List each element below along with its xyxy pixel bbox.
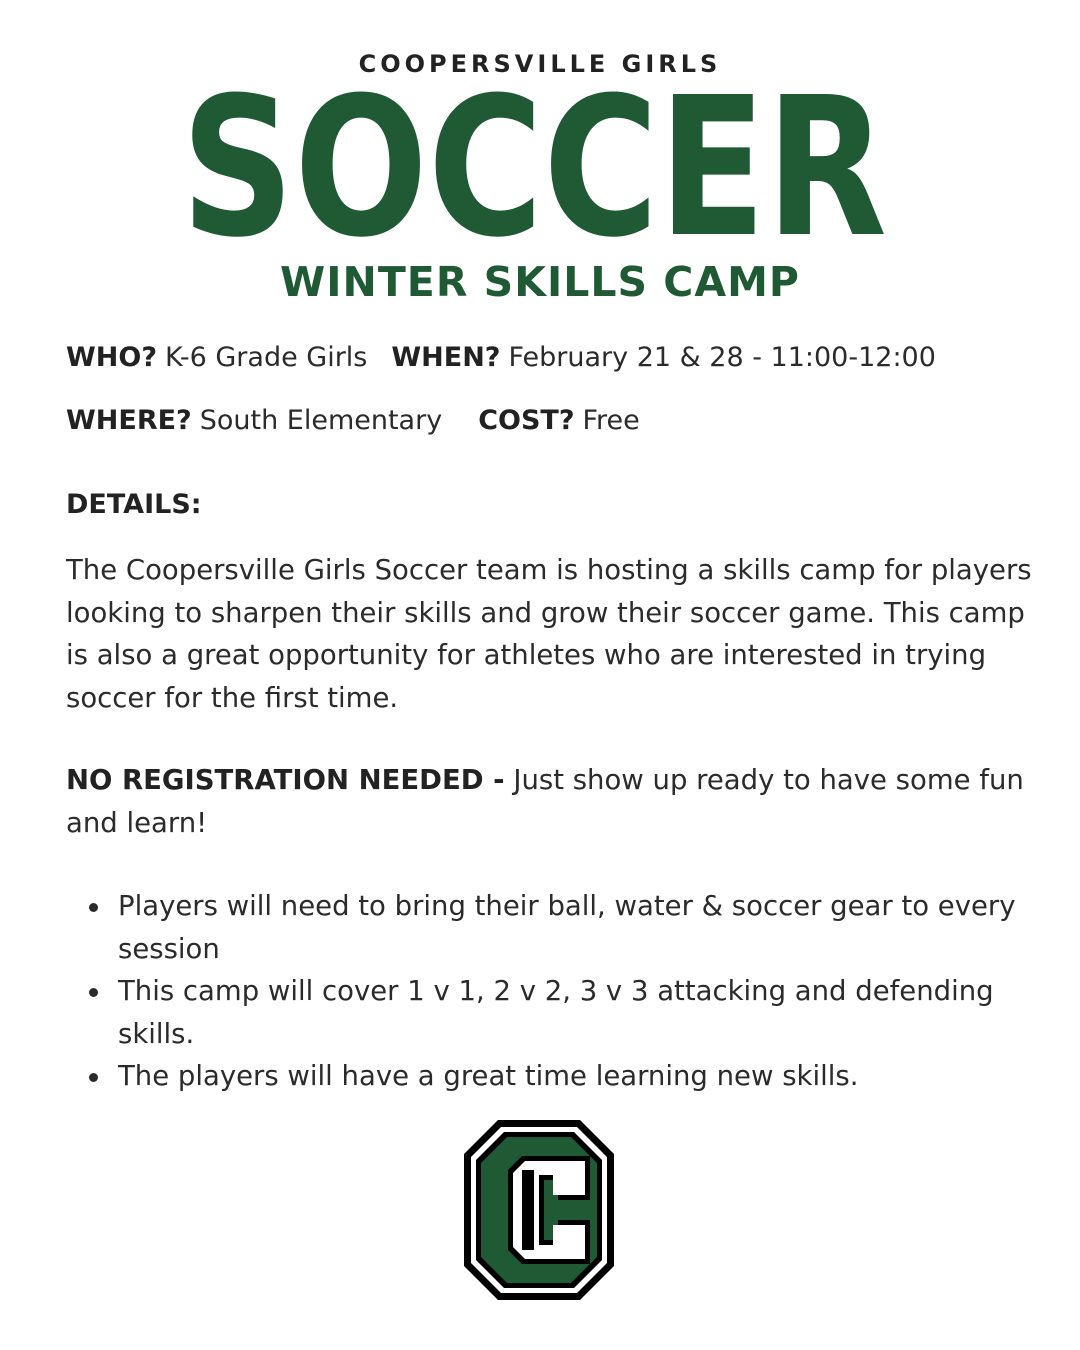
- bullet-list: [118, 885, 1048, 1098]
- details-body: The Coopersville Girls Soccer team is hosting a skills camp for players looking to sharpen their skills and grow their soccer game. This camp is also a great opportunity for athletes who are interested in trying soccer for the first time.: [66, 554, 1032, 714]
- when-value: February 21 & 28 - 11:00-12:00: [508, 342, 936, 373]
- registration-text: Just show up ready to have some fun and learn!: [66, 764, 1024, 839]
- title-soccer: [178, 88, 890, 240]
- title-soccer-text: SOCCER: [181, 88, 887, 240]
- when-label: WHEN?: [391, 342, 501, 373]
- bullet-item-skills: This camp will cover 1 v 1, 2 v 2, 3 v 3 attacking and defending skills.: [118, 970, 1048, 1055]
- bullet-item-fun: The players will have a great time learning new skills.: [118, 1055, 1048, 1098]
- bullet-item-gear: Players will need to bring their ball, water & soccer gear to every session: [118, 885, 1048, 970]
- registration-strong: NO REGISTRATION NEEDED -: [66, 764, 505, 796]
- info-row-where-cost: [66, 405, 640, 436]
- details-heading: DETAILS:: [66, 489, 202, 520]
- subtitle: WINTER SKILLS CAMP: [280, 258, 800, 306]
- cost-label: COST?: [478, 405, 575, 436]
- where-value: South Elementary: [199, 405, 443, 436]
- coopersville-c-logo: [462, 1118, 616, 1302]
- cost-value: Free: [582, 405, 640, 436]
- info-row-who-when: [66, 342, 936, 373]
- who-label: WHO?: [66, 342, 157, 373]
- where-label: WHERE?: [66, 405, 192, 436]
- header-kicker: COOPERSVILLE GIRLS: [358, 50, 722, 78]
- who-value: K-6 Grade Girls: [165, 342, 368, 373]
- registration-note: [66, 759, 1026, 844]
